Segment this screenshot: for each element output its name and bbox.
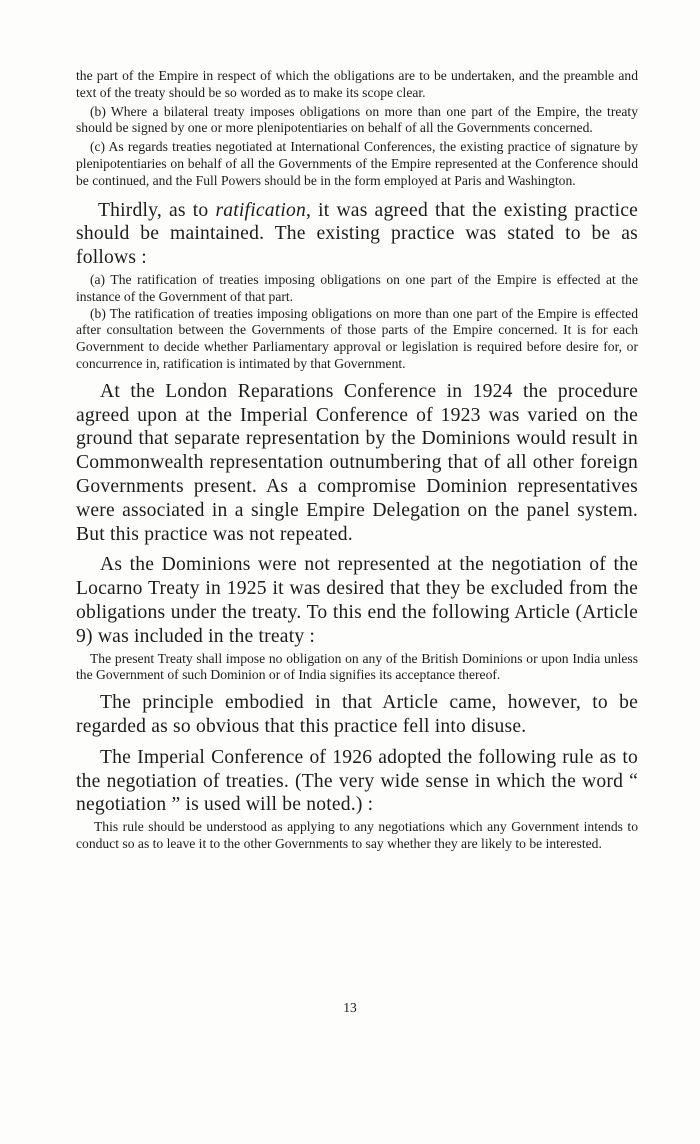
paragraph-ratification [76, 199, 638, 270]
paragraph-scope-continuation: the part of the Empire in respect of which the obligations are to be undertaken, and the preamble and text of the treaty should be so worded as to make its scope clear. [76, 68, 638, 100]
paragraph-principle-disuse: The principle embodied in that Article came, however, to be regarded as so obvious that this practice fell into disuse. [76, 692, 638, 737]
paragraph-ratification-multiple-parts: (b) The ratification of treaties imposing obligations on more than one part of the Empire is effected after consultation between the Governments of those parts of the Empire concerned. It is for each Government to decide whether Parliamentary approval or legislation is required before desire for, or concurrence in, ratification is intimated by that Government. [76, 305, 638, 371]
paragraph-bilateral-treaty: (b) Where a bilateral treaty imposes obligations on more than one part of the Empire, the treaty should be signed by one or more plenipotentiaries on behalf of all the Governments concerned. [76, 103, 638, 136]
page-number: 13 [343, 1000, 357, 1015]
paragraph-locarno-treaty: As the Dominions were not represented at the negotiation of the Locarno Treaty in 1925 it was desired that they be excluded from the obligations under the treaty. To this end the following Article (Article 9) was included in the treaty : [76, 554, 638, 647]
paragraph-ratification-one-part: (a) The ratification of treaties imposing obligations on one part of the Empire is effected at the instance of the Government of that part. [76, 271, 638, 304]
ratification-trailing-text: , it was agreed that the existing practice should be maintained. The existing practice was stated to be as follows : [76, 199, 639, 269]
paragraph-imperial-conference-1926: The Imperial Conference of 1926 adopted the following rule as to the negotiation of treaties. (The very wide sense in which the word “ negotiation ” is used will be noted.) : [76, 746, 638, 816]
paragraph-international-conferences: (c) As regards treaties negotiated at International Conferences, the existing practice of signature by plenipotentiaries on behalf of all the Governments of the Empire represented at the Conference should be continued, and the Full Powers should be in the form employed at Paris and Washington. [76, 139, 638, 188]
quote-article-9: The present Treaty shall impose no obligation on any of the British Dominions or upon India unless the Government of such Dominion or of India signifies its acceptance thereof. [76, 650, 638, 683]
text-column [76, 68, 638, 853]
quote-negotiation-rule: This rule should be understood as applying to any negotiations which any Government intends to conduct so as to leave it to the other Governments to say whether they are likely to be interested. [76, 819, 638, 851]
ratification-lead-text: Thirdly, as to [98, 199, 216, 221]
paragraph-london-reparations: At the London Reparations Conference in 1924 the procedure agreed upon at the Imperial Conference of 1923 was varied on the ground that separate representation by the Dominions would result in Commonwealth representation outnumbering that of all other foreign Governments present. As a compromise Dominion representatives were associated in a single Empire Delegation on the panel system. But this practice was not repeated. [76, 380, 638, 545]
ratification-italic-term: ratification [215, 199, 307, 221]
